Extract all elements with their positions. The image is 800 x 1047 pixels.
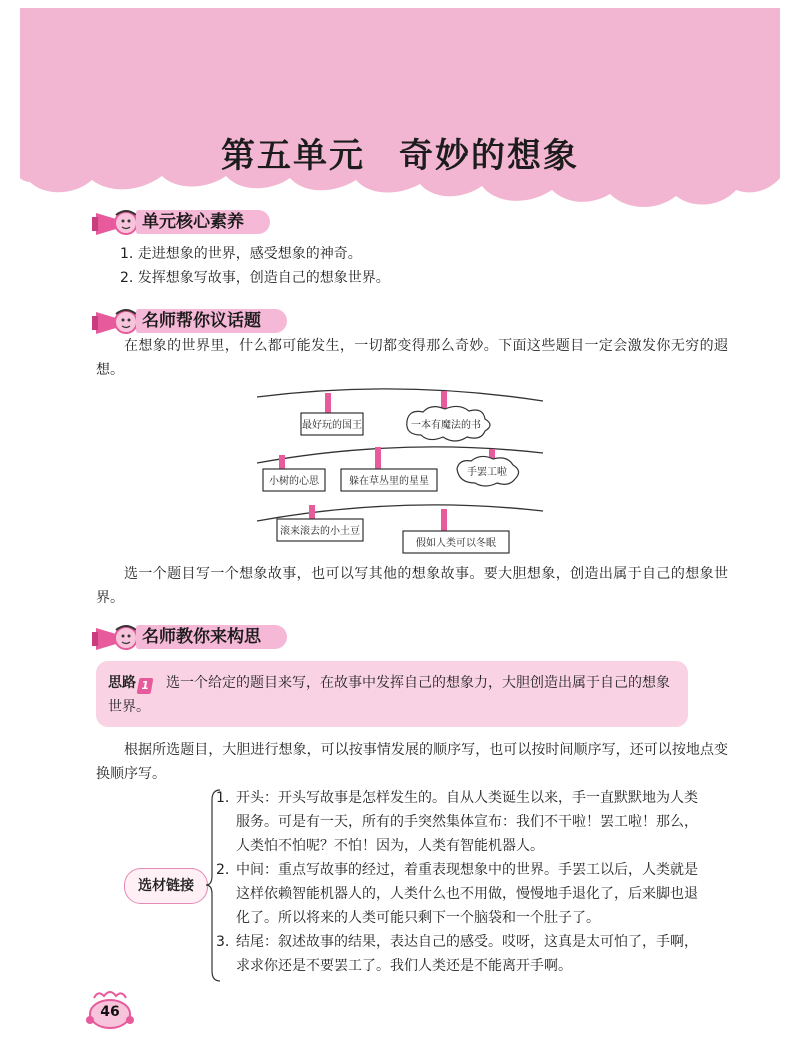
topic-tag-4-label: 躲在草丛里的星星 xyxy=(349,476,429,487)
topic-tag-3-label: 小树的心思 xyxy=(269,476,319,487)
cloud-banner xyxy=(0,0,800,230)
idea-text: 选一个给定的题目来写，在故事中发挥自己的想象力，大胆创造出属于自己的想象世界。 xyxy=(108,675,670,715)
point-number: 3. xyxy=(216,934,230,950)
topic-tag-1-label: 最好玩的国王 xyxy=(302,420,362,431)
core-item-1: 1. 走进想象的世界，感受想象的神奇。 xyxy=(120,246,362,262)
material-point-3 xyxy=(216,930,708,978)
section-ideas-title: 名师教你来构思 xyxy=(136,625,287,649)
section-core-title: 单元核心素养 xyxy=(136,210,270,234)
section-topics-header xyxy=(92,304,352,338)
idea-content xyxy=(108,671,676,719)
order-paragraph: 根据所选题目，大胆进行想象，可以按事情发展的顺序写，也可以按时间顺序写，还可以按地点变换顺序写。 xyxy=(96,742,728,782)
core-item-2: 2. 发挥想象写故事，创造自己的想象世界。 xyxy=(120,270,390,286)
topic-tag-2-label: 一本有魔法的书 xyxy=(411,420,481,431)
topic-tags-diagram xyxy=(255,385,545,565)
page-title xyxy=(0,128,800,177)
point-text: 开头：开头写故事是怎样发生的。自从人类诞生以来，手一直默默地为人类服务。可是有一天，所有的手突然集体宣布：我们不干啦！罢工啦！那么，人类怕不怕呢？不怕！因为，人类有智能机器人。 xyxy=(236,790,698,854)
unit-number: 第五单元 xyxy=(221,136,365,176)
point-number: 2. xyxy=(216,862,230,878)
material-point-2 xyxy=(216,858,708,930)
page-number-badge xyxy=(86,990,134,1030)
section-core-header xyxy=(92,205,352,239)
topics-conclusion: 选一个题目写一个想象故事，也可以写其他的想象故事。要大胆想象，创造出属于自己的想象世界。 xyxy=(96,566,728,606)
topic-tag-2 xyxy=(407,391,490,441)
topic-tag-5-label: 手罢工啦 xyxy=(467,467,507,478)
idea-number-badge: 1 xyxy=(137,678,154,694)
material-link-label: 选材链接 xyxy=(124,868,208,904)
topics-intro: 在想象的世界里，什么都可能发生，一切都变得那么奇妙。下面这些题目一定会激发你无穷的遐想。 xyxy=(96,338,728,378)
idea-label: 思路 xyxy=(108,675,136,691)
topic-tag-6-label: 滚来滚去的小土豆 xyxy=(280,526,360,537)
point-text: 结尾：叙述故事的结果，表达自己的感受。哎呀，这真是太可怕了，手啊，求求你还是不要罢工了。我们人类还是不能离开手啊。 xyxy=(236,934,698,974)
material-point-1 xyxy=(216,786,708,858)
topic-tag-5 xyxy=(457,449,519,486)
unit-theme: 奇妙的想象 xyxy=(399,136,579,176)
topic-tag-1 xyxy=(301,393,363,435)
section-ideas-header xyxy=(92,620,352,654)
point-text: 中间：重点写故事的经过，着重表现想象中的世界。手罢工以后，人类就是这样依赖智能机器人的，人类什么也不用做，慢慢地手退化了，后来脚也退化了。所以将来的人类可能只剩下一个脑袋和一个肚子了。 xyxy=(236,862,698,926)
topic-tag-4 xyxy=(341,447,437,491)
page-number: 46 xyxy=(100,1004,120,1020)
material-points xyxy=(216,786,708,978)
point-number: 1. xyxy=(216,790,230,806)
section-topics-title: 名师帮你议话题 xyxy=(136,309,287,333)
topic-tag-7 xyxy=(403,509,509,553)
topic-tag-6 xyxy=(277,505,363,541)
topic-tag-7-label: 假如人类可以冬眠 xyxy=(416,538,496,549)
idea-box xyxy=(96,661,688,727)
